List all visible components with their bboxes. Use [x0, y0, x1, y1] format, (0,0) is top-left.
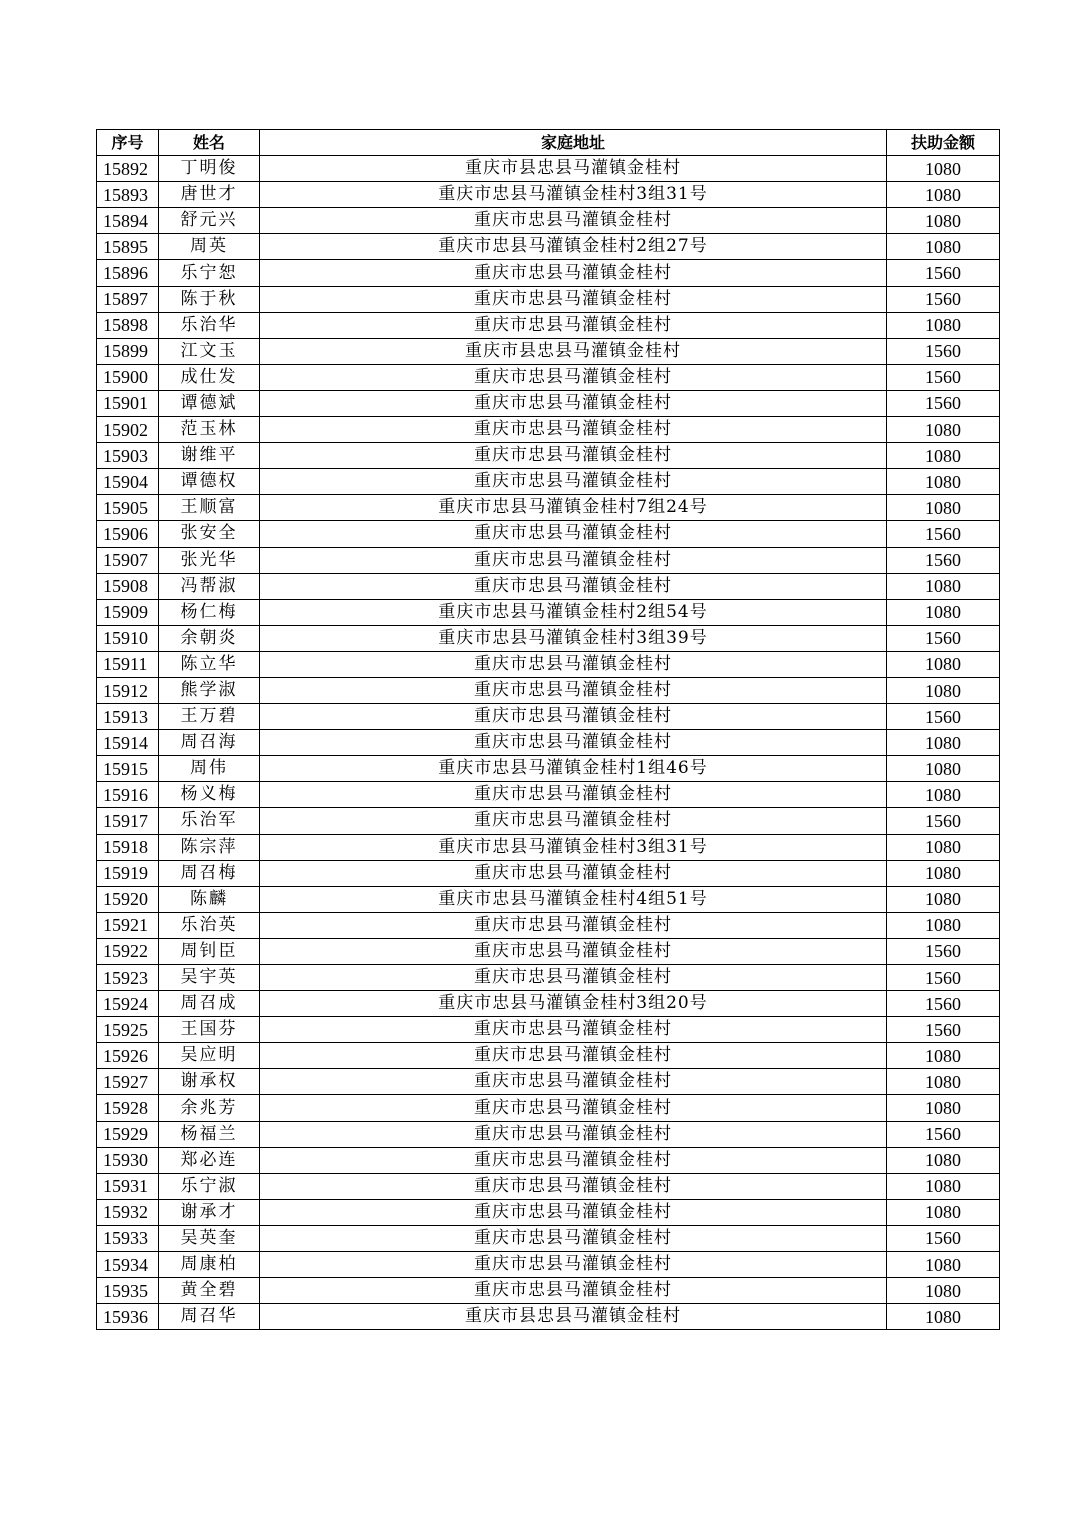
cell-address: 重庆市忠县马灌镇金桂村 — [260, 521, 887, 547]
cell-amount: 1080 — [887, 443, 1000, 469]
cell-amount: 1080 — [887, 208, 1000, 234]
cell-amount: 1560 — [887, 938, 1000, 964]
cell-amount: 1080 — [887, 417, 1000, 443]
cell-name: 冯帮淑 — [159, 573, 260, 599]
cell-address: 重庆市忠县马灌镇金桂村2组54号 — [260, 599, 887, 625]
cell-seq: 15902 — [97, 417, 159, 443]
table-row — [97, 991, 1000, 1017]
cell-amount: 1560 — [887, 808, 1000, 834]
cell-seq: 15908 — [97, 573, 159, 599]
cell-amount: 1560 — [887, 286, 1000, 312]
cell-name: 王顺富 — [159, 495, 260, 521]
cell-seq: 15934 — [97, 1252, 159, 1278]
table-body — [97, 156, 1000, 1330]
cell-amount: 1560 — [887, 1225, 1000, 1251]
cell-amount: 1080 — [887, 495, 1000, 521]
table-row — [97, 1095, 1000, 1121]
cell-address: 重庆市忠县马灌镇金桂村 — [260, 1147, 887, 1173]
cell-name: 舒元兴 — [159, 208, 260, 234]
table-row — [97, 1043, 1000, 1069]
cell-seq: 15912 — [97, 677, 159, 703]
table-row — [97, 1304, 1000, 1330]
cell-amount: 1080 — [887, 860, 1000, 886]
header-seq: 序号 — [97, 130, 159, 156]
table-row — [97, 912, 1000, 938]
cell-name: 杨仁梅 — [159, 599, 260, 625]
cell-name: 周康柏 — [159, 1252, 260, 1278]
cell-name: 周英 — [159, 234, 260, 260]
table-row — [97, 756, 1000, 782]
cell-seq: 15894 — [97, 208, 159, 234]
cell-seq: 15897 — [97, 286, 159, 312]
cell-seq: 15927 — [97, 1069, 159, 1095]
header-name: 姓名 — [159, 130, 260, 156]
table-row — [97, 234, 1000, 260]
cell-seq: 15932 — [97, 1199, 159, 1225]
cell-seq: 15913 — [97, 704, 159, 730]
cell-name: 王国芬 — [159, 1017, 260, 1043]
cell-seq: 15900 — [97, 364, 159, 390]
cell-address: 重庆市忠县马灌镇金桂村 — [260, 938, 887, 964]
cell-amount: 1560 — [887, 521, 1000, 547]
cell-name: 乐治军 — [159, 808, 260, 834]
cell-seq: 15903 — [97, 443, 159, 469]
cell-seq: 15909 — [97, 599, 159, 625]
cell-seq: 15929 — [97, 1121, 159, 1147]
cell-name: 谭德权 — [159, 469, 260, 495]
cell-amount: 1560 — [887, 1121, 1000, 1147]
cell-name: 谢承才 — [159, 1199, 260, 1225]
cell-address: 重庆市忠县马灌镇金桂村 — [260, 1199, 887, 1225]
cell-amount: 1080 — [887, 1043, 1000, 1069]
table-row — [97, 730, 1000, 756]
table-row — [97, 834, 1000, 860]
table-row — [97, 1278, 1000, 1304]
cell-address: 重庆市忠县马灌镇金桂村3组31号 — [260, 182, 887, 208]
cell-address: 重庆市忠县马灌镇金桂村3组39号 — [260, 625, 887, 651]
cell-address: 重庆市忠县马灌镇金桂村 — [260, 1225, 887, 1251]
cell-name: 谢维平 — [159, 443, 260, 469]
cell-amount: 1560 — [887, 547, 1000, 573]
cell-address: 重庆市忠县马灌镇金桂村7组24号 — [260, 495, 887, 521]
table-row — [97, 860, 1000, 886]
cell-name: 谢承权 — [159, 1069, 260, 1095]
cell-name: 乐宁淑 — [159, 1173, 260, 1199]
cell-amount: 1080 — [887, 1147, 1000, 1173]
cell-amount: 1080 — [887, 756, 1000, 782]
table-row — [97, 1121, 1000, 1147]
table-row — [97, 286, 1000, 312]
cell-seq: 15896 — [97, 260, 159, 286]
table-row — [97, 182, 1000, 208]
table-row — [97, 312, 1000, 338]
table-row — [97, 573, 1000, 599]
cell-amount: 1080 — [887, 677, 1000, 703]
cell-name: 张光华 — [159, 547, 260, 573]
cell-seq: 15905 — [97, 495, 159, 521]
cell-seq: 15916 — [97, 782, 159, 808]
cell-amount: 1080 — [887, 234, 1000, 260]
cell-amount: 1080 — [887, 1069, 1000, 1095]
cell-amount: 1560 — [887, 1017, 1000, 1043]
cell-name: 乐治英 — [159, 912, 260, 938]
cell-amount: 1080 — [887, 182, 1000, 208]
cell-name: 唐世才 — [159, 182, 260, 208]
cell-address: 重庆市忠县马灌镇金桂村 — [260, 651, 887, 677]
cell-name: 谭德斌 — [159, 390, 260, 416]
cell-amount: 1080 — [887, 782, 1000, 808]
table-row — [97, 1173, 1000, 1199]
cell-address: 重庆市忠县马灌镇金桂村4组51号 — [260, 886, 887, 912]
cell-name: 吴英奎 — [159, 1225, 260, 1251]
cell-amount: 1080 — [887, 1304, 1000, 1330]
cell-seq: 15928 — [97, 1095, 159, 1121]
cell-name: 陈宗萍 — [159, 834, 260, 860]
cell-address: 重庆市忠县马灌镇金桂村 — [260, 912, 887, 938]
cell-address: 重庆市忠县马灌镇金桂村 — [260, 260, 887, 286]
cell-seq: 15918 — [97, 834, 159, 860]
cell-amount: 1080 — [887, 1095, 1000, 1121]
cell-seq: 15915 — [97, 756, 159, 782]
cell-seq: 15935 — [97, 1278, 159, 1304]
table-row — [97, 156, 1000, 182]
cell-address: 重庆市忠县马灌镇金桂村 — [260, 782, 887, 808]
table-row — [97, 547, 1000, 573]
cell-seq: 15898 — [97, 312, 159, 338]
table-row — [97, 808, 1000, 834]
cell-address: 重庆市忠县马灌镇金桂村2组27号 — [260, 234, 887, 260]
cell-amount: 1560 — [887, 625, 1000, 651]
table-row — [97, 1147, 1000, 1173]
cell-amount: 1080 — [887, 599, 1000, 625]
table-row — [97, 417, 1000, 443]
cell-name: 周召海 — [159, 730, 260, 756]
cell-address: 重庆市忠县马灌镇金桂村 — [260, 677, 887, 703]
cell-seq: 15923 — [97, 965, 159, 991]
cell-amount: 1080 — [887, 312, 1000, 338]
cell-seq: 15904 — [97, 469, 159, 495]
table-row — [97, 208, 1000, 234]
cell-amount: 1080 — [887, 834, 1000, 860]
table-row — [97, 443, 1000, 469]
cell-address: 重庆市忠县马灌镇金桂村 — [260, 390, 887, 416]
table-row — [97, 1017, 1000, 1043]
cell-amount: 1080 — [887, 156, 1000, 182]
subsidy-table — [96, 129, 1000, 1330]
table-row — [97, 1199, 1000, 1225]
table-row — [97, 1252, 1000, 1278]
cell-name: 乐宁恕 — [159, 260, 260, 286]
cell-address: 重庆市忠县马灌镇金桂村 — [260, 469, 887, 495]
cell-address: 重庆市忠县马灌镇金桂村 — [260, 1069, 887, 1095]
cell-name: 郑必连 — [159, 1147, 260, 1173]
cell-amount: 1080 — [887, 573, 1000, 599]
cell-name: 江文玉 — [159, 338, 260, 364]
cell-amount: 1560 — [887, 338, 1000, 364]
cell-seq: 15931 — [97, 1173, 159, 1199]
cell-seq: 15936 — [97, 1304, 159, 1330]
table-row — [97, 1225, 1000, 1251]
cell-address: 重庆市忠县马灌镇金桂村 — [260, 704, 887, 730]
cell-seq: 15925 — [97, 1017, 159, 1043]
cell-seq: 15919 — [97, 860, 159, 886]
cell-name: 范玉林 — [159, 417, 260, 443]
cell-seq: 15917 — [97, 808, 159, 834]
cell-address: 重庆市忠县马灌镇金桂村1组46号 — [260, 756, 887, 782]
cell-name: 丁明俊 — [159, 156, 260, 182]
cell-address: 重庆市忠县马灌镇金桂村 — [260, 1252, 887, 1278]
table-row — [97, 599, 1000, 625]
cell-name: 陈于秋 — [159, 286, 260, 312]
cell-seq: 15911 — [97, 651, 159, 677]
header-row — [97, 130, 1000, 156]
cell-amount: 1080 — [887, 730, 1000, 756]
cell-address: 重庆市忠县马灌镇金桂村 — [260, 1278, 887, 1304]
table-row — [97, 364, 1000, 390]
cell-seq: 15922 — [97, 938, 159, 964]
cell-amount: 1560 — [887, 991, 1000, 1017]
cell-seq: 15920 — [97, 886, 159, 912]
cell-amount: 1080 — [887, 1252, 1000, 1278]
cell-address: 重庆市县忠县马灌镇金桂村 — [260, 1304, 887, 1330]
cell-name: 王万碧 — [159, 704, 260, 730]
cell-address: 重庆市县忠县马灌镇金桂村 — [260, 156, 887, 182]
cell-name: 吴应明 — [159, 1043, 260, 1069]
table-row — [97, 965, 1000, 991]
cell-name: 杨福兰 — [159, 1121, 260, 1147]
cell-name: 杨义梅 — [159, 782, 260, 808]
cell-name: 张安全 — [159, 521, 260, 547]
table-row — [97, 625, 1000, 651]
cell-amount: 1080 — [887, 886, 1000, 912]
cell-address: 重庆市忠县马灌镇金桂村 — [260, 965, 887, 991]
cell-address: 重庆市忠县马灌镇金桂村3组20号 — [260, 991, 887, 1017]
cell-address: 重庆市忠县马灌镇金桂村 — [260, 547, 887, 573]
cell-address: 重庆市忠县马灌镇金桂村 — [260, 286, 887, 312]
cell-address: 重庆市忠县马灌镇金桂村 — [260, 1017, 887, 1043]
cell-amount: 1560 — [887, 390, 1000, 416]
cell-address: 重庆市忠县马灌镇金桂村 — [260, 1173, 887, 1199]
cell-name: 周召梅 — [159, 860, 260, 886]
table-row — [97, 338, 1000, 364]
cell-address: 重庆市忠县马灌镇金桂村 — [260, 312, 887, 338]
cell-name: 周伟 — [159, 756, 260, 782]
cell-seq: 15899 — [97, 338, 159, 364]
cell-amount: 1080 — [887, 1173, 1000, 1199]
cell-seq: 15907 — [97, 547, 159, 573]
cell-address: 重庆市忠县马灌镇金桂村 — [260, 860, 887, 886]
cell-amount: 1560 — [887, 364, 1000, 390]
cell-seq: 15910 — [97, 625, 159, 651]
table-row — [97, 521, 1000, 547]
table-row — [97, 704, 1000, 730]
cell-address: 重庆市忠县马灌镇金桂村 — [260, 808, 887, 834]
table-header — [97, 130, 1000, 156]
cell-amount: 1080 — [887, 469, 1000, 495]
cell-amount: 1080 — [887, 1199, 1000, 1225]
table-row — [97, 260, 1000, 286]
cell-address: 重庆市忠县马灌镇金桂村3组31号 — [260, 834, 887, 860]
cell-name: 陈立华 — [159, 651, 260, 677]
cell-name: 成仕发 — [159, 364, 260, 390]
table-row — [97, 886, 1000, 912]
cell-name: 余兆芳 — [159, 1095, 260, 1121]
table-row — [97, 651, 1000, 677]
cell-amount: 1560 — [887, 704, 1000, 730]
table-row — [97, 1069, 1000, 1095]
table-row — [97, 782, 1000, 808]
table-row — [97, 938, 1000, 964]
cell-name: 周召华 — [159, 1304, 260, 1330]
cell-address: 重庆市县忠县马灌镇金桂村 — [260, 338, 887, 364]
cell-amount: 1080 — [887, 912, 1000, 938]
cell-seq: 15921 — [97, 912, 159, 938]
cell-seq: 15933 — [97, 1225, 159, 1251]
cell-address: 重庆市忠县马灌镇金桂村 — [260, 208, 887, 234]
header-amount: 扶助金额 — [887, 130, 1000, 156]
cell-amount: 1560 — [887, 965, 1000, 991]
cell-address: 重庆市忠县马灌镇金桂村 — [260, 573, 887, 599]
cell-address: 重庆市忠县马灌镇金桂村 — [260, 730, 887, 756]
cell-seq: 15926 — [97, 1043, 159, 1069]
cell-seq: 15914 — [97, 730, 159, 756]
cell-address: 重庆市忠县马灌镇金桂村 — [260, 443, 887, 469]
cell-name: 周召成 — [159, 991, 260, 1017]
table-row — [97, 390, 1000, 416]
table-row — [97, 495, 1000, 521]
table-row — [97, 677, 1000, 703]
cell-amount: 1080 — [887, 651, 1000, 677]
cell-name: 余朝炎 — [159, 625, 260, 651]
cell-address: 重庆市忠县马灌镇金桂村 — [260, 364, 887, 390]
cell-name: 陈麟 — [159, 886, 260, 912]
cell-address: 重庆市忠县马灌镇金桂村 — [260, 417, 887, 443]
cell-seq: 15901 — [97, 390, 159, 416]
cell-name: 周钊臣 — [159, 938, 260, 964]
cell-seq: 15895 — [97, 234, 159, 260]
cell-amount: 1560 — [887, 260, 1000, 286]
table-row — [97, 469, 1000, 495]
cell-address: 重庆市忠县马灌镇金桂村 — [260, 1043, 887, 1069]
cell-name: 熊学淑 — [159, 677, 260, 703]
cell-seq: 15906 — [97, 521, 159, 547]
cell-address: 重庆市忠县马灌镇金桂村 — [260, 1121, 887, 1147]
cell-seq: 15893 — [97, 182, 159, 208]
cell-address: 重庆市忠县马灌镇金桂村 — [260, 1095, 887, 1121]
cell-name: 黄全碧 — [159, 1278, 260, 1304]
cell-seq: 15930 — [97, 1147, 159, 1173]
cell-seq: 15892 — [97, 156, 159, 182]
cell-name: 吴宇英 — [159, 965, 260, 991]
cell-name: 乐治华 — [159, 312, 260, 338]
cell-amount: 1080 — [887, 1278, 1000, 1304]
cell-seq: 15924 — [97, 991, 159, 1017]
header-address: 家庭地址 — [260, 130, 887, 156]
